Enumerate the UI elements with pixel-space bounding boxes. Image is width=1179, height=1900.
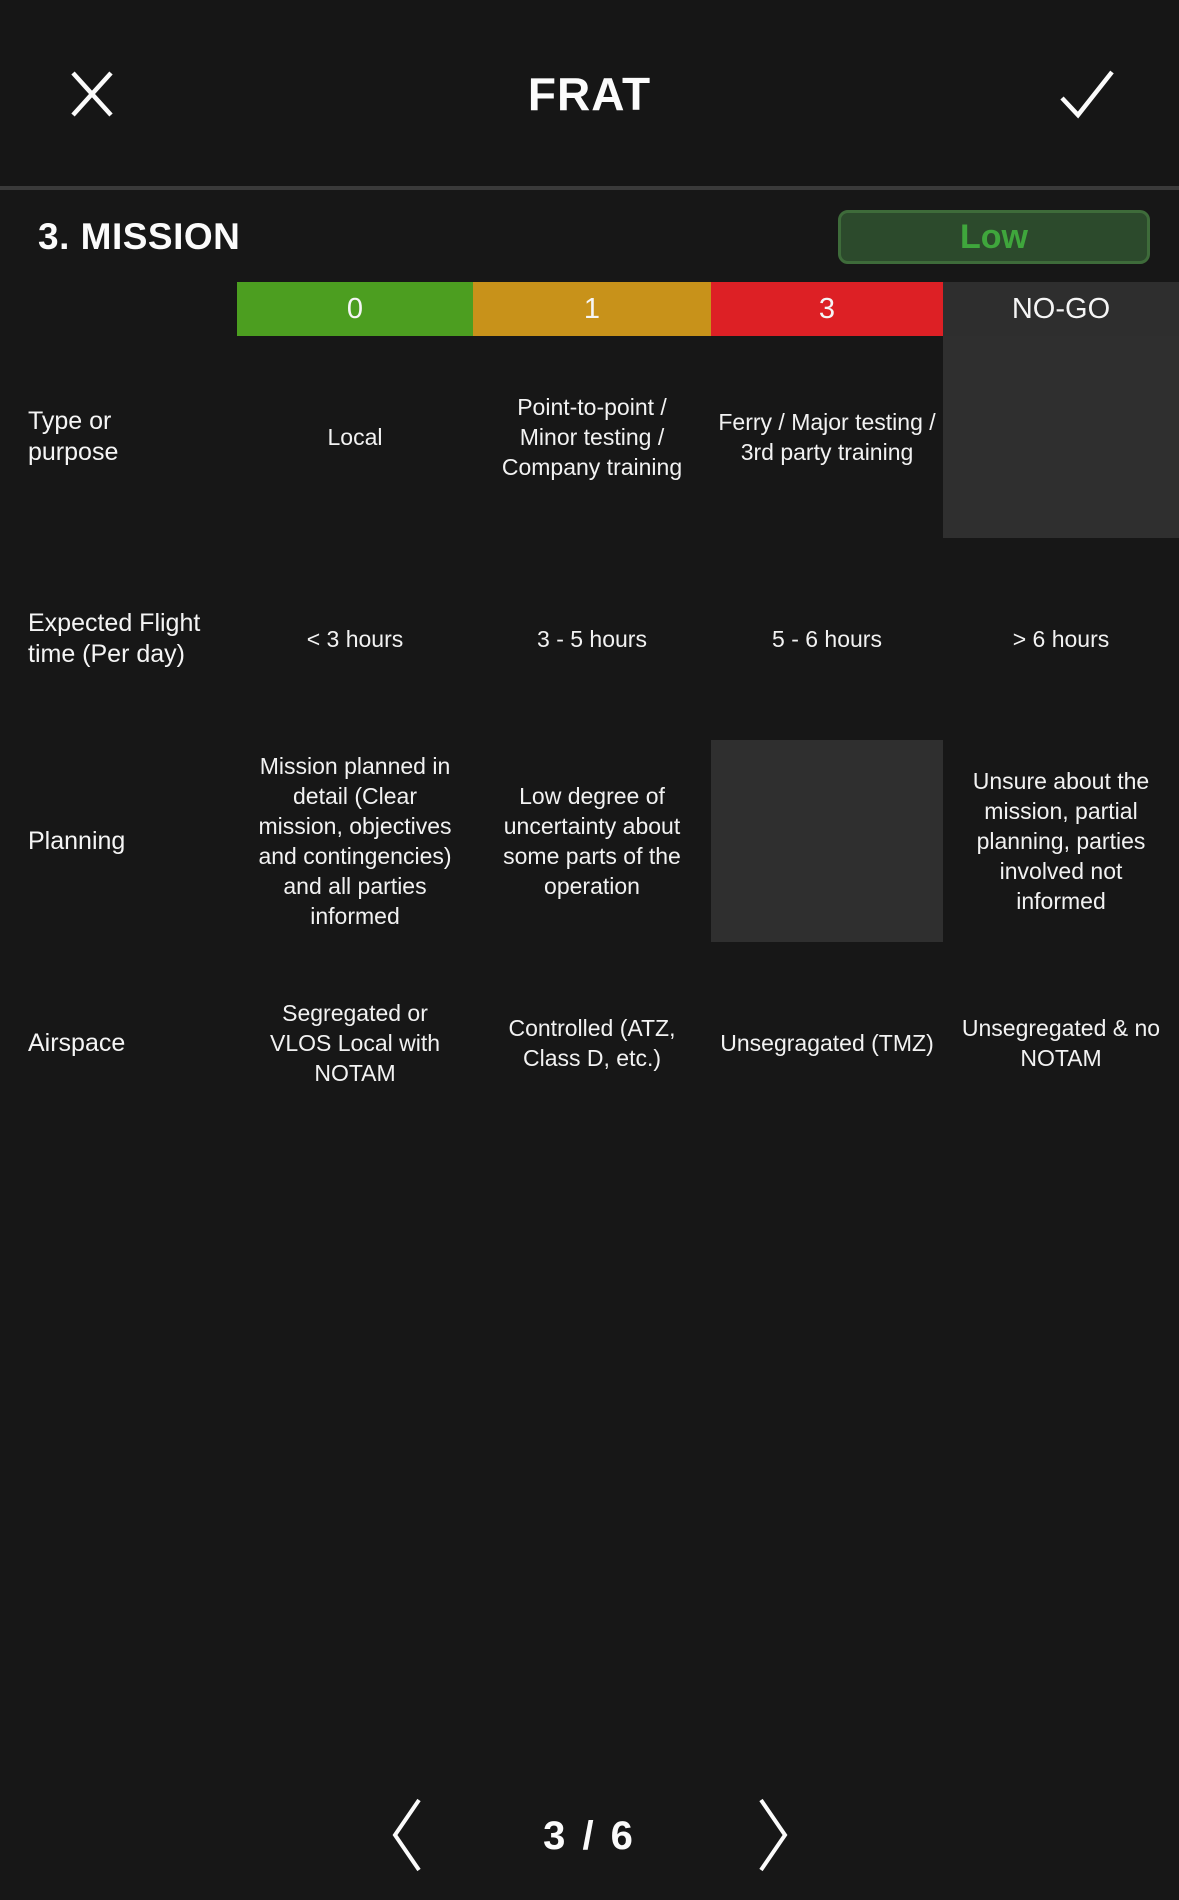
checkmark-icon	[1056, 68, 1118, 120]
page-indicator: 3 / 6	[543, 1813, 636, 1858]
pagination	[0, 1796, 1179, 1876]
option-cell-planning-score1[interactable]: Low degree of uncertainty about some parts of the operation	[503, 783, 681, 899]
option-cell-planning-nogo[interactable]: Unsure about the mission, partial planning, parties involved not informed	[972, 768, 1150, 914]
row-label-airspace: Airspace	[28, 1028, 126, 1057]
option-cell-time-score0[interactable]: < 3 hours	[306, 626, 404, 652]
prev-page-button[interactable]	[384, 1796, 428, 1876]
option-cell-type-score1[interactable]: Point-to-point / Minor testing / Company training	[501, 394, 683, 480]
row-label-type-or-purpose: Type or purpose	[28, 407, 119, 466]
score-column-header-1: 1	[473, 282, 711, 336]
option-cell-time-score3[interactable]: 5 - 6 hours	[772, 626, 882, 652]
chevron-left-icon	[388, 1796, 424, 1877]
option-cell-type-score3[interactable]: Ferry / Major testing / 3rd party training	[718, 409, 936, 465]
option-cell-time-nogo[interactable]: > 6 hours	[1012, 626, 1110, 652]
option-cell-time-score1[interactable]: 3 - 5 hours	[537, 626, 647, 652]
chevron-right-icon	[756, 1796, 792, 1877]
app-header	[0, 0, 1179, 188]
option-cell-planning-score0[interactable]: Mission planned in detail (Clear mission, objectives and contingencies) and all parties informed	[258, 753, 452, 929]
header-divider	[0, 186, 1179, 190]
option-cell-airspace-score3[interactable]: Unsegragated (TMZ)	[720, 1030, 934, 1056]
option-cell-airspace-score0[interactable]: Segregated or VLOS Local with NOTAM	[269, 1000, 441, 1086]
score-header-spacer	[0, 282, 237, 336]
score-column-header-nogo: NO-GO	[943, 282, 1179, 336]
close-icon	[66, 68, 118, 120]
option-cell-type-nogo-empty	[943, 336, 1179, 538]
option-cell-type-score0[interactable]: Local	[327, 424, 383, 450]
score-column-header-0: 0	[237, 282, 473, 336]
section-title: 3. MISSION	[38, 216, 241, 257]
next-page-button[interactable]	[752, 1796, 796, 1876]
risk-badge: Low	[838, 210, 1150, 264]
score-column-header-3: 3	[711, 282, 943, 336]
risk-table	[0, 282, 1179, 1144]
option-cell-planning-score3-empty	[711, 740, 943, 942]
confirm-button[interactable]	[1051, 58, 1123, 130]
option-cell-airspace-score1[interactable]: Controlled (ATZ, Class D, etc.)	[508, 1015, 676, 1071]
row-label-expected-flight-time: Expected Flight time (Per day)	[28, 609, 201, 668]
page-title: FRAT	[527, 68, 652, 120]
option-cell-airspace-nogo[interactable]: Unsegregated & no NOTAM	[961, 1015, 1161, 1071]
section-bar	[0, 196, 1179, 278]
row-label-planning: Planning	[28, 826, 126, 855]
close-button[interactable]	[56, 58, 128, 130]
